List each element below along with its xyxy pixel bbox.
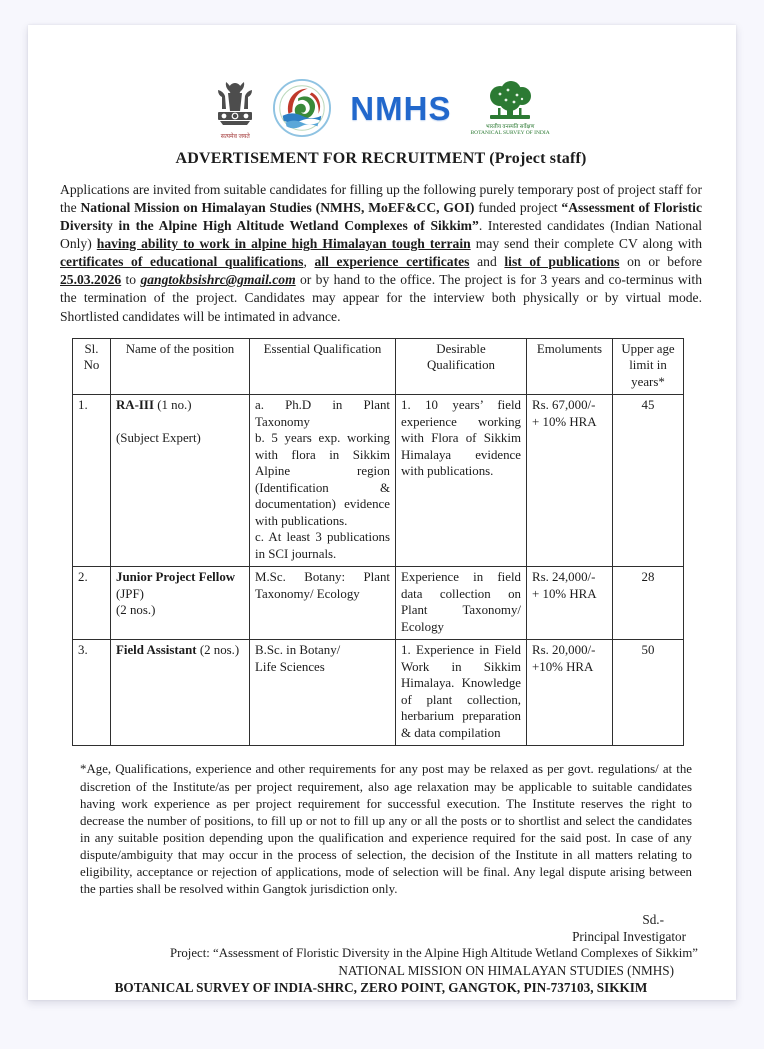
table-header-cell: Desirable Qualification [396,338,527,395]
text-segment: Rs. 24,000/- [532,570,596,585]
signature-sd: Sd.- [642,911,664,927]
table-cell [396,640,527,746]
text-segment: or by hand to the office. The project is for 3 years and co-terminus with the termination of the project. Candidates may appear for the interview both physically or by virtual mode. Shortlisted candidates will be intimated in advance. [60,272,702,324]
table-header-cell: Sl. No [73,338,111,395]
cell-line [532,659,607,676]
positions-table [72,338,684,747]
bsi-caption-hindi: भारतीय वनस्पति सर्वेक्षण [485,123,535,130]
text-segment: (2 nos.) [116,603,156,618]
text-segment: 28 [641,570,655,585]
cell-line [255,569,390,602]
table-cell [527,640,613,746]
text-segment: + 10% HRA [532,586,597,601]
footnote-paragraph: *Age, Qualifications, experience and other requirements for any post may be relaxed as per govt. regulations/ at the discretion of the Institute/as per project requirement, also age relaxation may be applicable to suitable candidates having work experience as per project requirement for successful execution. The Institute reserves the right to decrease the number of positions, to fill up or not to fill up any or all the posts or to shortlist and select the candidates in any suitable position depending upon the qualification and experience required for the said post. In case of any dispute/ambiguity that may occur in the process of selection, the decision of the Institute in all matters relating to eligibility, acceptance or rejection of applications, mode of selection will be final. Any legal dispute arising between the parties shall be resolved within Gangtok jurisdiction only. [80,762,692,896]
text-segment: Applications are invited from suitable candidates for filling up the following purely temporary post of project staff for the [60,182,702,216]
text-segment: 45 [641,398,655,413]
intro-paragraph [60,181,702,326]
cell-line [618,569,678,586]
text-segment: Rs. 67,000/- [532,398,596,413]
cell-line [532,414,607,431]
text-segment: 2. [78,570,88,585]
text-segment: certificates of educational qualifications [60,254,304,270]
table-cell [73,567,111,640]
text-segment: . Interested candidates (Indian National Only) [60,218,703,252]
table-cell [250,395,396,567]
table-header-row [73,338,684,395]
text-segment: 50 [641,643,655,658]
cell-line [618,397,678,414]
text-segment: 1. 10 years’ field experience working with Flora of Sikkim Himalaya evidence with publications. [401,398,521,479]
cell-line [116,430,244,447]
cell-line [116,569,244,586]
table-header-cell: Emoluments [527,338,613,395]
cell-line [618,642,678,659]
text-segment: “Assessment of Floristic Diversity in the Alpine High Altitude Wetland Complexes of Sikkim” [60,200,702,234]
cell-line [401,642,521,741]
text-segment: a. Ph.D in Plant Taxonomy [255,398,390,429]
text-segment: Junior Project Fellow [116,570,236,585]
table-head [73,338,684,395]
text-segment: Life Sciences [255,659,325,674]
text-segment: Rs. 20,000/- [532,643,596,658]
ashoka-emblem-caption: सत्यमेव जयते [220,133,250,140]
text-segment: 1. Experience in Field Work in Sikkim Himalaya. Knowledge of plant collection, herbarium preparation & data compilation [401,643,521,740]
table-cell [73,395,111,567]
text-segment: +10% HRA [532,659,594,674]
text-segment: (Subject Expert) [116,431,201,446]
table-cell [396,395,527,567]
footer-mission-name: NATIONAL MISSION ON HIMALAYAN STUDIES (NMHS) [338,962,674,978]
text-segment: Experience in field data collection on Plant Taxonomy/ Ecology [401,570,521,634]
table-cell [250,567,396,640]
text-segment: M.Sc. Botany: Plant Taxonomy/ Ecology [255,570,390,601]
moefcc-logo-icon [273,79,331,137]
bsi-caption-english: BOTANICAL SURVEY OF INDIA [470,130,550,136]
cell-line [116,602,244,619]
text-segment: funded project [474,200,562,216]
table-body [73,395,684,746]
bsi-tree-icon [484,80,536,124]
cell-line [255,430,390,529]
table-cell [111,567,250,640]
cell-line [116,586,244,603]
table-cell [250,640,396,746]
signatory-designation: Principal Investigator [572,928,686,944]
table-row [73,640,684,746]
table-cell [527,567,613,640]
ashoka-emblem-icon [212,77,258,133]
table-row [73,395,684,567]
table-cell [613,567,684,640]
cell-line [116,642,244,659]
cell-line [532,586,607,603]
text-segment: Field Assistant [116,643,197,658]
cell-line [532,397,607,414]
nmhs-wordmark: NMHS [350,89,452,127]
text-segment: list of publications [504,254,620,270]
table-header-cell: Essential Qualification [250,338,396,395]
text-segment: c. At least 3 publications in SCI journals. [255,530,390,561]
cell-line [401,569,521,635]
cell-line [78,642,105,659]
email-link[interactable]: gangtokbsishrc@gmail.com [140,272,296,288]
text-segment: 25.03.2026 [60,272,122,288]
cell-line [255,397,390,430]
footer-organisation-address: BOTANICAL SURVEY OF INDIA-SHRC, ZERO POINT, GANGTOK, PIN-737103, SIKKIM [114,979,648,995]
text-segment: b. 5 years exp. working with flora in Sikkim Alpine region (Identification & documentation) evidence with publications. [255,431,390,528]
cell-line [116,397,244,414]
table-row [73,567,684,640]
table-header-cell: Name of the position [111,338,250,395]
text-segment: (JPF) [116,586,144,601]
text-segment: 1. [78,398,88,413]
cell-line [78,569,105,586]
text-segment: RA-III [116,398,154,413]
page-title: ADVERTISEMENT FOR RECRUITMENT (Project staff) [175,150,587,167]
text-segment: and [469,254,505,270]
table-cell [527,395,613,567]
text-segment: B.Sc. in Botany/ [255,643,341,658]
text-segment: to [121,272,141,288]
text-segment: (1 no.) [153,398,192,413]
table-cell [111,395,250,567]
footer-block [60,911,702,996]
text-segment: + 10% HRA [532,414,597,429]
text-segment: may send their complete CV along with [470,236,702,252]
cell-line [255,529,390,562]
text-segment: 3. [78,643,88,658]
table-cell [396,567,527,640]
text-segment: having ability to work in alpine high Himalayan tough terrain [96,236,471,252]
cell-line [78,397,105,414]
cell-line [401,397,521,480]
table-cell [613,640,684,746]
cell-line [255,659,390,676]
text-segment: (2 nos.) [196,643,240,658]
cell-line [255,642,390,659]
moefcc-logo [273,79,331,137]
footer-project-title: Project: “Assessment of Floristic Diversity in the Alpine High Altitude Wetland Complexes of Sikkim” [170,946,698,961]
table-cell [613,395,684,567]
bsi-logo [470,80,549,137]
document-page [28,25,736,1000]
text-segment: National Mission on Himalayan Studies (NMHS, MoEF&CC, GOI) [80,200,475,216]
text-segment: all experience certificates [314,254,470,270]
header-logos [60,75,702,141]
cell-line [532,569,607,586]
text-segment: on or before [619,254,703,270]
table-cell [73,640,111,746]
text-segment: , [303,254,315,270]
ashoka-emblem-logo [212,77,258,140]
cell-line [532,642,607,659]
table-cell [111,640,250,746]
table-header-cell: Upper age limit in years* [613,338,684,395]
